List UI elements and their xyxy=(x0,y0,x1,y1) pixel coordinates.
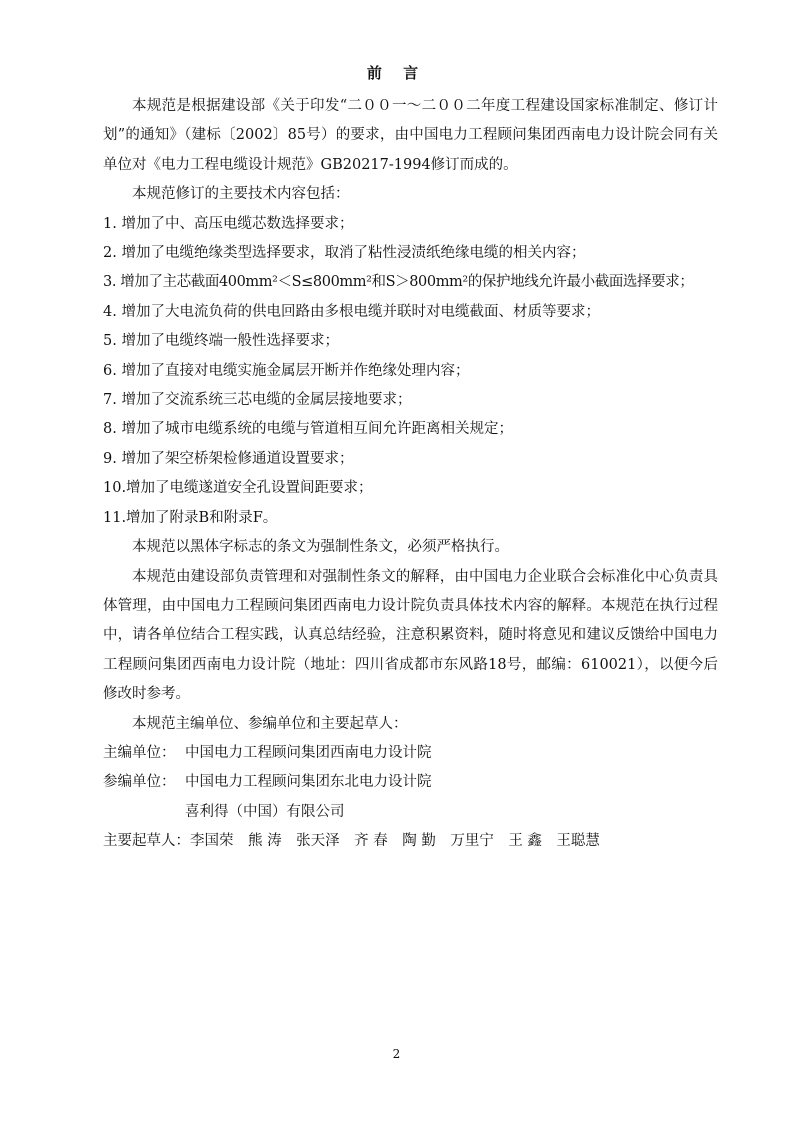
co-unit-label: 参编单位： xyxy=(103,774,176,791)
mandatory-paragraph: 本规范以黑体字标志的条文为强制性条文，必须严格执行。 xyxy=(132,539,509,556)
list-item: 11.增加了附录B和附录F。 xyxy=(103,509,278,526)
chief-unit-label: 主编单位： xyxy=(103,744,176,761)
list-item: 6. 增加了直接对电缆实施金属层开断并作绝缘处理内容； xyxy=(103,362,470,379)
list-item: 9. 增加了架空桥架检修通道设置要求； xyxy=(103,450,354,467)
list-item: 3. 增加了主芯截面400mm²＜S≤800mm²和S＞800mm²的保护地线允许最小截面选择要求； xyxy=(103,274,694,291)
management-paragraph: 本规范由建设部负责管理和对强制性条文的解释，由中国电力企业联合会标准化中心负责具体管理，由中国电力工程顾问集团西南电力设计院负责具体技术内容的解释。本规范在执行过程中，请各单位结合工程实践，认真总结经验，注意积累资料，随时将意见和建议反馈给中国电力工程顾问集团西南电力设计院（地址：四川省成都市东风路18号，邮编：610021），以便今后修改时参考。 xyxy=(103,568,718,703)
chief-unit-name: 中国电力工程顾问集团西南电力设计院 xyxy=(185,744,432,761)
list-item: 7. 增加了交流系统三芯电缆的金属层接地要求； xyxy=(103,392,412,409)
page-number: 2 xyxy=(392,1047,401,1061)
co-unit-name: 中国电力工程顾问集团东北电力设计院 xyxy=(185,774,432,791)
list-item: 4. 增加了大电流负荷的供电回路由多根电缆并联时对电缆截面、材质等要求； xyxy=(103,303,600,320)
list-item: 1. 增加了中、高压电缆芯数选择要求； xyxy=(103,215,354,232)
list-item: 2. 增加了电缆绝缘类型选择要求，取消了粘性浸渍纸绝缘电缆的相关内容； xyxy=(103,245,586,262)
units-intro: 本规范主编单位、参编单位和主要起草人： xyxy=(132,715,408,732)
intro-paragraph: 本规范是根据建设部《关于印发“二００一～二００二年度工程建设国家标准制定、修订计划”的通知》（建标〔2002〕85号）的要求，由中国电力工程顾问集团西南电力设计院会同有关单位对《电力工程电缆设计规范》GB20217-1994修订而成的。 xyxy=(103,98,718,173)
preface-body xyxy=(103,92,718,857)
drafters-line: 主要起草人：李国荣 熊 涛 张天泽 齐 春 陶 勤 万里宁 王 鑫 王聪慧 xyxy=(103,833,600,850)
list-item: 5. 增加了电缆终端一般性选择要求； xyxy=(103,333,339,350)
contents-intro: 本规范修订的主要技术内容包括： xyxy=(132,186,350,203)
co-unit-row xyxy=(103,798,718,827)
chief-unit-row xyxy=(103,739,718,768)
list-item: 10.增加了电缆遂道安全孔设置间距要求； xyxy=(103,480,373,497)
list-item: 8. 增加了城市电缆系统的电缆与管道相互间允许距离相关规定； xyxy=(103,421,513,438)
co-unit-row xyxy=(103,768,718,797)
co-unit-name: 喜利得（中国）有限公司 xyxy=(185,803,345,820)
page-title: 前 言 xyxy=(366,64,427,82)
